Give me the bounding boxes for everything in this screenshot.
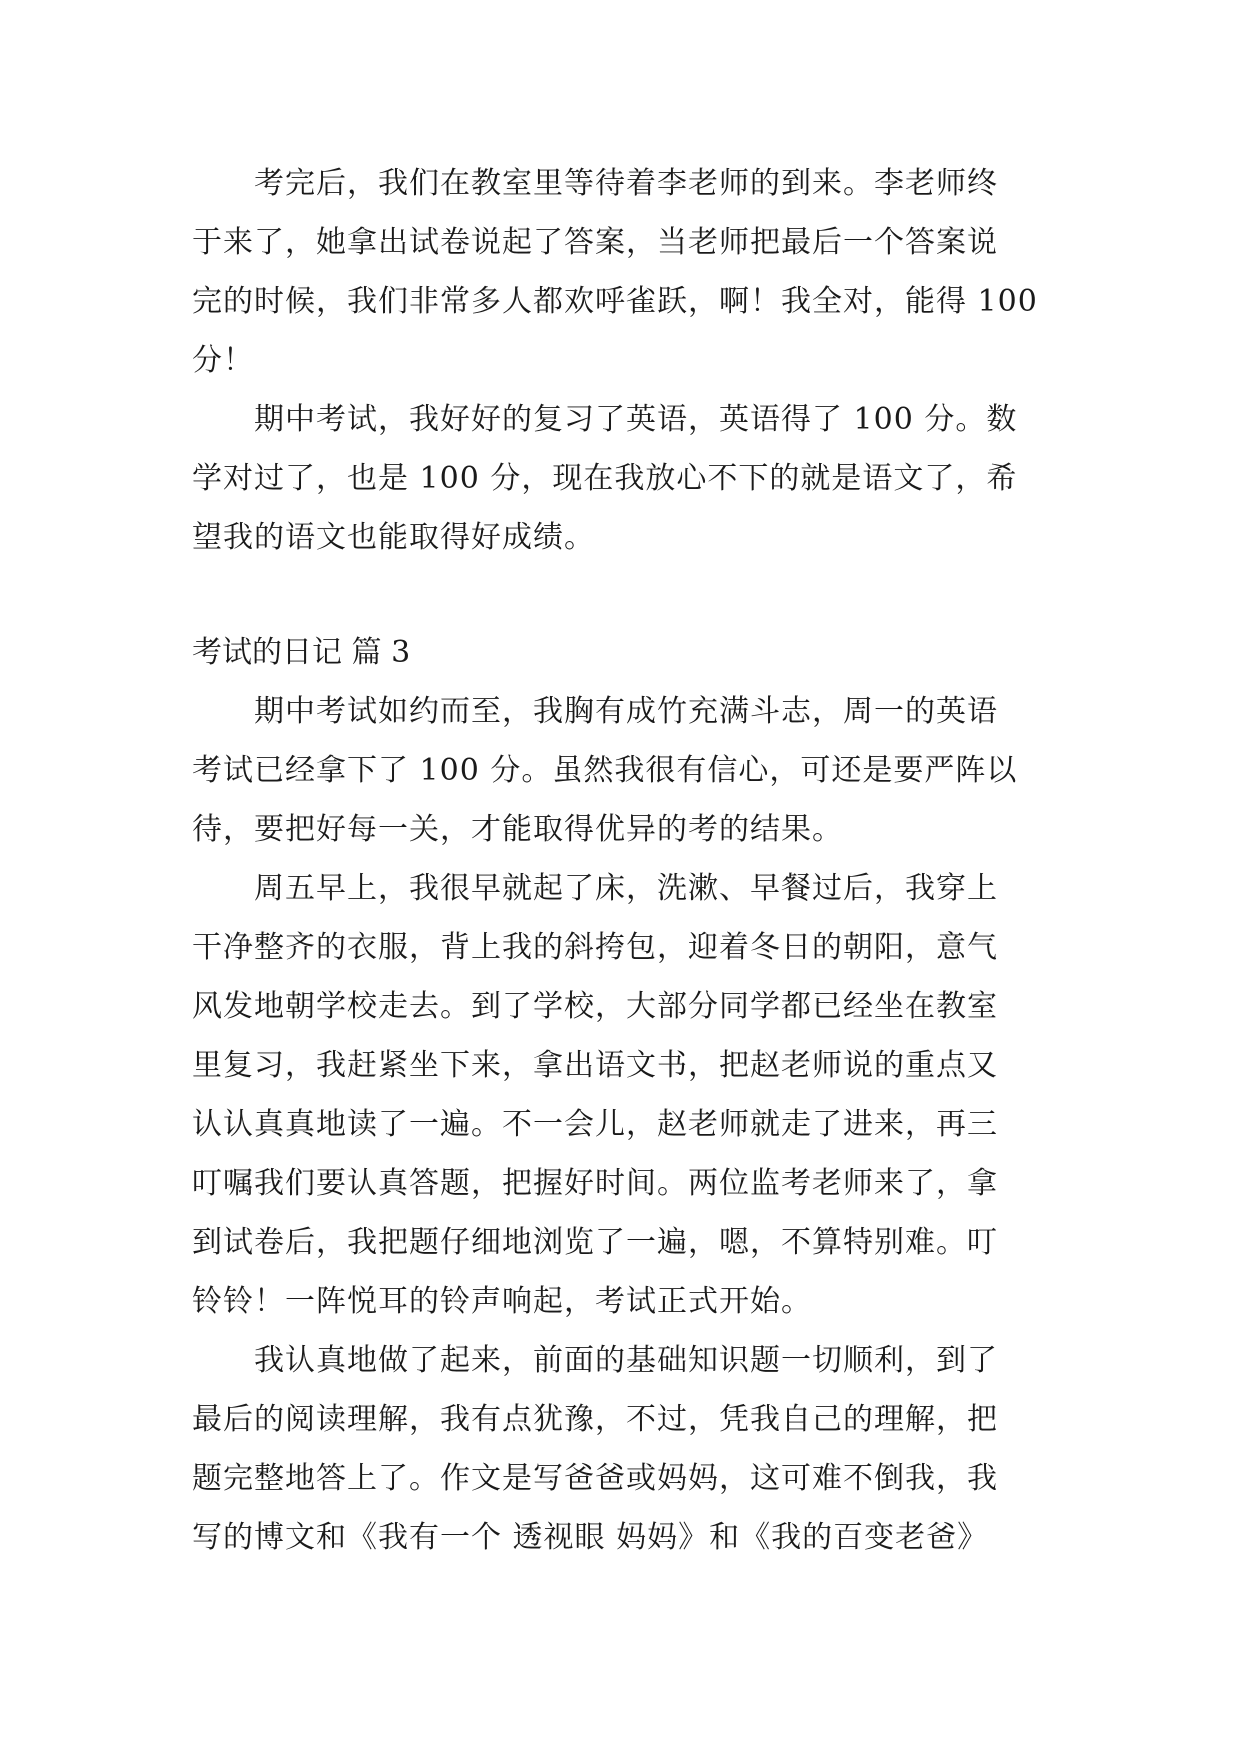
text-line: 铃铃！一阵悦耳的铃声响起，考试正式开始。 [192, 1284, 812, 1319]
text-line: 我认真地做了起来，前面的基础知识题一切顺利，到了 [254, 1343, 998, 1378]
paragraph [192, 390, 1062, 567]
document-body [192, 154, 1062, 1567]
text-line: 周五早上，我很早就起了床，洗漱、早餐过后，我穿上 [254, 871, 998, 906]
text-line: 干净整齐的衣服，背上我的斜挎包，迎着冬日的朝阳，意气 [192, 930, 998, 965]
section-gap [192, 567, 1062, 623]
paragraph [192, 1331, 1062, 1567]
text-line: 待，要把好每一关，才能取得优异的考的结果。 [192, 812, 843, 847]
text-line: 考试已经拿下了 100 分。虽然我很有信心，可还是要严阵以 [192, 753, 1018, 788]
text-line: 完的时候，我们非常多人都欢呼雀跃，啊！我全对，能得 100 [192, 284, 1038, 319]
section-heading: 考试的日记 篇 3 [192, 635, 411, 670]
text-line: 叮嘱我们要认真答题，把握好时间。两位监考老师来了，拿 [192, 1166, 998, 1201]
text-line: 认认真真地读了一遍。不一会儿，赵老师就走了进来，再三 [192, 1107, 998, 1142]
paragraph [192, 859, 1062, 1331]
text-line: 考完后，我们在教室里等待着李老师的到来。李老师终 [254, 166, 998, 201]
text-line: 期中考试，我好好的复习了英语，英语得了 100 分。数 [254, 402, 1018, 437]
text-line: 写的博文和《我有一个 透视眼 妈妈》和《我的百变老爸》 [192, 1520, 989, 1555]
text-line: 到试卷后，我把题仔细地浏览了一遍，嗯，不算特别难。叮 [192, 1225, 998, 1260]
text-line: 学对过了，也是 100 分，现在我放心不下的就是语文了，希 [192, 461, 1018, 496]
paragraph [192, 682, 1062, 859]
text-line: 望我的语文也能取得好成绩。 [192, 520, 595, 555]
text-line: 里复习，我赶紧坐下来，拿出语文书，把赵老师说的重点又 [192, 1048, 998, 1083]
text-line: 分！ [192, 343, 254, 378]
text-line: 风发地朝学校走去。到了学校，大部分同学都已经坐在教室 [192, 989, 998, 1024]
text-line: 期中考试如约而至，我胸有成竹充满斗志，周一的英语 [254, 694, 998, 729]
paragraph [192, 154, 1062, 390]
text-line: 于来了，她拿出试卷说起了答案，当老师把最后一个答案说 [192, 225, 998, 260]
text-line: 题完整地答上了。作文是写爸爸或妈妈，这可难不倒我，我 [192, 1461, 998, 1496]
text-line: 最后的阅读理解，我有点犹豫，不过，凭我自己的理解，把 [192, 1402, 998, 1437]
